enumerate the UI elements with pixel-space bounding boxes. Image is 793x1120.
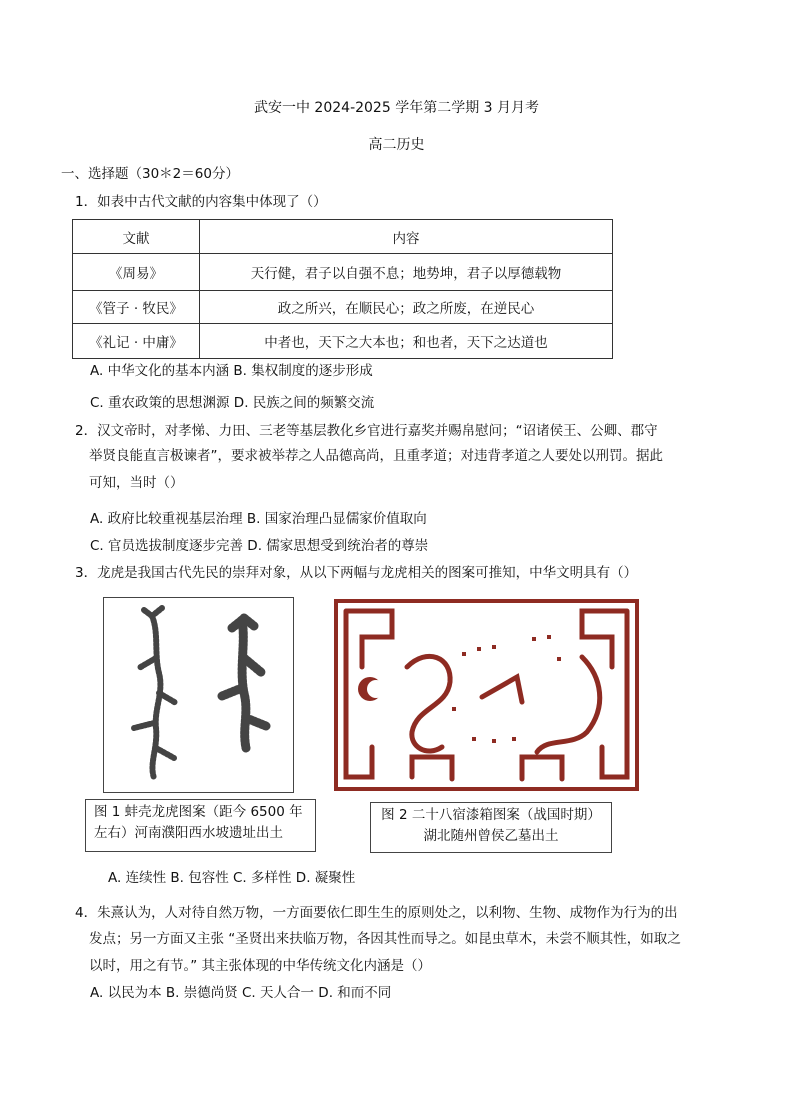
table-cell: 《礼记 · 中庸》 xyxy=(73,324,200,359)
figure-2-caption xyxy=(370,802,612,853)
q2-options-ab: A. 政府比较重视基层治理 B. 国家治理凸显儒家价值取向 xyxy=(90,511,427,527)
figure-1-caption-line-1: 图 1 蚌壳龙虎图案（距今 6500 年 xyxy=(94,804,303,820)
figure-2-caption-line-2: 湖北随州曾侯乙墓出土 xyxy=(423,828,559,844)
dragon-tiger-shell-icon xyxy=(104,598,293,792)
q2-options-cd: C. 官员选拔制度逐步完善 D. 儒家思想受到统治者的尊崇 xyxy=(90,538,429,554)
lacquer-box-pattern-icon xyxy=(332,597,641,793)
exam-title: 武安一中 2024-2025 学年第二学期 3 月月考 xyxy=(253,100,540,116)
q3-stem: 3．龙虎是我国古代先民的崇拜对象，从以下两幅与龙虎相关的图案可推知，中华文明具有（） xyxy=(75,565,638,581)
table-cell: 政之所兴，在顺民心；政之所废，在逆民心 xyxy=(200,291,613,324)
table-cell: 《周易》 xyxy=(73,254,200,291)
figure-1-caption-line-2: 左右）河南濮阳西水坡遗址出土 xyxy=(94,825,283,841)
q4-options: A. 以民为本 B. 崇德尚贤 C. 天人合一 D. 和而不同 xyxy=(90,985,392,1001)
section-heading: 一、选择题（30＊2＝60分） xyxy=(61,166,239,182)
q4-line-3: 以时，用之有节。” 其主张体现的中华传统文化内涵是（） xyxy=(89,958,432,974)
q1-options-ab: A. 中华文化的基本内涵 B. 集权制度的逐步形成 xyxy=(90,363,373,379)
q1-options-cd: C. 重农政策的思想渊源 D. 民族之间的频繁交流 xyxy=(90,395,375,411)
table-cell: 《管子 · 牧民》 xyxy=(73,291,200,324)
q4-line-2: 发点；另一方面又主张 “圣贤出来扶临万物，各因其性而导之。如昆虫草木，未尝不顺其性，如取之 xyxy=(89,931,681,947)
table-row xyxy=(73,254,613,291)
table-row xyxy=(73,324,613,359)
literature-table xyxy=(72,219,613,359)
q2-line-3: 可知，当时（） xyxy=(89,475,184,491)
table-header-cell: 内容 xyxy=(200,220,613,254)
figure-2-image xyxy=(332,597,641,793)
table-row xyxy=(73,291,613,324)
q3-options: A. 连续性 B. 包容性 C. 多样性 D. 凝聚性 xyxy=(108,870,356,886)
q1-stem: 1．如表中古代文献的内容集中体现了（） xyxy=(75,194,327,210)
q2-line-1: 2．汉文帝时，对孝悌、力田、三老等基层教化乡官进行嘉奖并赐帛慰问；“诏诸侯王、公卿、郡守 xyxy=(75,423,658,439)
figure-2-caption-line-1: 图 2 二十八宿漆箱图案（战国时期） xyxy=(381,807,601,823)
q4-line-1: 4．朱熹认为，人对待自然万物，一方面要依仁即生生的原则处之，以利物、生物、成物作为行为的出 xyxy=(75,905,678,921)
subject-title: 高二历史 xyxy=(368,137,425,153)
table-cell: 中者也，天下之大本也；和也者，天下之达道也 xyxy=(200,324,613,359)
table-header-cell: 文献 xyxy=(73,220,200,254)
figure-1-caption xyxy=(85,799,316,852)
q2-line-2: 举贤良能直言极谏者”，要求被举荐之人品德高尚，且重孝道；对违背孝道之人要处以刑罚。据此 xyxy=(89,448,663,464)
figure-1-image xyxy=(103,597,294,793)
table-cell: 天行健，君子以自强不息；地势坤，君子以厚德载物 xyxy=(200,254,613,291)
